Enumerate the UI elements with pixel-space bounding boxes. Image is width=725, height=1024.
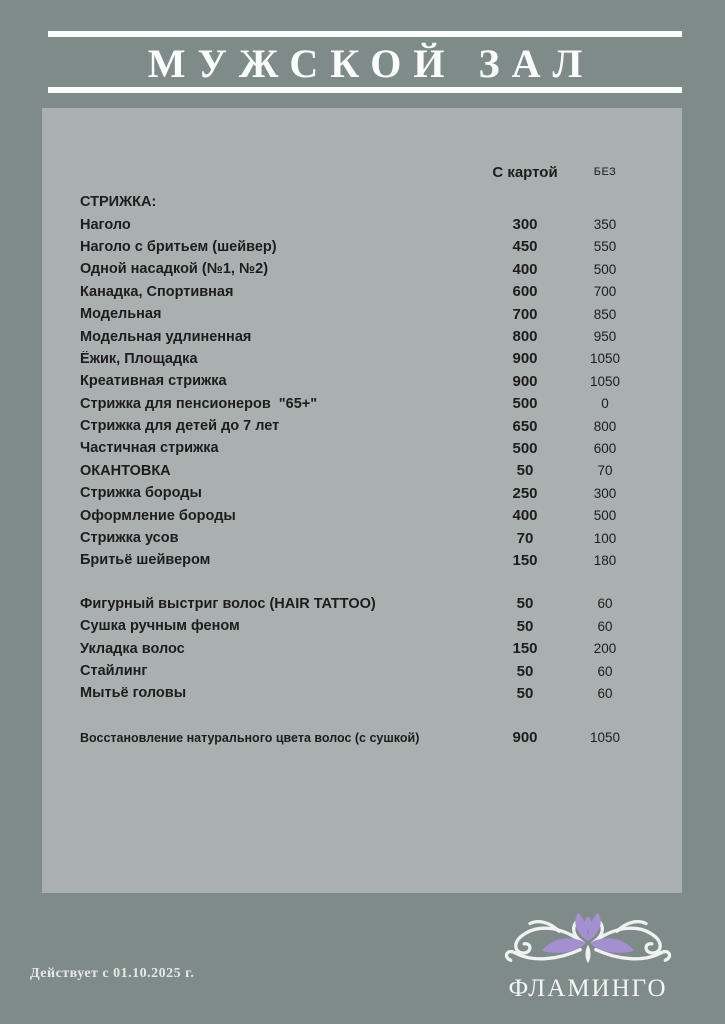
price-without: 60 (597, 663, 613, 679)
price-with-card: 500 (512, 395, 538, 413)
table-row (80, 437, 640, 459)
item-label: Фигурный выстриг волос (HAIR TATTOO) (80, 595, 376, 612)
item-label: Бритьё шейвером (80, 552, 211, 569)
price-without: 100 (593, 530, 617, 546)
price-with-card: 250 (512, 484, 538, 502)
item-label: Укладка волос (80, 640, 185, 657)
table-row (80, 281, 640, 303)
table-header-row (80, 160, 640, 184)
price-without: 1050 (589, 351, 621, 367)
price-with-card: 400 (512, 507, 538, 525)
price-with-card: 700 (512, 305, 538, 323)
price-without: 300 (593, 485, 617, 501)
item-label: Стрижка для детей до 7 лет (80, 418, 280, 435)
item-label: Наголо (80, 216, 131, 233)
price-without: 950 (593, 329, 617, 345)
table-row (80, 482, 640, 504)
price-without: 350 (593, 217, 617, 233)
price-without: 700 (593, 284, 617, 300)
price-without: 800 (593, 418, 617, 434)
price-without: 1050 (589, 373, 621, 389)
table-row (80, 236, 640, 258)
price-with-card: 400 (512, 260, 538, 278)
item-label: Наголо с бритьем (шейвер) (80, 238, 277, 255)
price-without: 1050 (589, 730, 621, 746)
price-list-panel (42, 108, 682, 893)
price-with-card: 900 (512, 372, 538, 390)
brand-logo (488, 910, 688, 1003)
item-label: ОКАНТОВКА (80, 462, 171, 479)
price-with-card: 500 (512, 439, 538, 457)
price-without: 70 (597, 463, 613, 479)
price-with-card: 150 (512, 551, 538, 569)
item-label: Креативная стрижка (80, 373, 227, 390)
item-label: Стрижка для пенсионеров "65+" (80, 395, 318, 412)
price-with-card: 650 (512, 417, 538, 435)
item-label: Одной насадкой (№1, №2) (80, 261, 269, 278)
price-without: 200 (593, 641, 617, 657)
price-with-card: 50 (516, 662, 534, 680)
column-header-without: БЕЗ (593, 166, 617, 178)
item-label: Сушка ручным феном (80, 618, 240, 635)
price-with-card: 50 (516, 617, 534, 635)
table-row (80, 549, 640, 571)
price-with-card: 50 (516, 462, 534, 480)
valid-from-note: Действует с 01.10.2025 г. (30, 966, 195, 981)
price-with-card: 50 (516, 595, 534, 613)
price-with-card: 150 (512, 640, 538, 658)
table-row (80, 325, 640, 347)
item-label: Ёжик, Площадка (80, 350, 198, 367)
header-top-rule (48, 31, 682, 37)
price-rows (80, 191, 640, 749)
price-without: 60 (597, 596, 613, 612)
row-spacer (80, 572, 640, 593)
price-with-card: 300 (512, 216, 538, 234)
price-without: 600 (593, 440, 617, 456)
price-with-card: 70 (516, 529, 534, 547)
table-row (80, 460, 640, 482)
header-bottom-rule (48, 87, 682, 93)
item-label: Канадка, Спортивная (80, 283, 234, 300)
price-without: 500 (593, 508, 617, 524)
item-label: Стрижка бороды (80, 485, 202, 502)
table-row (80, 637, 640, 659)
table-row (80, 303, 640, 325)
table-row (80, 504, 640, 526)
table-row (80, 348, 640, 370)
item-label: Оформление бороды (80, 507, 236, 524)
item-label: Мытьё головы (80, 685, 187, 702)
table-row (80, 615, 640, 637)
table-row (80, 415, 640, 437)
table-row (80, 682, 640, 704)
price-without: 60 (597, 618, 613, 634)
price-without: 850 (593, 306, 617, 322)
column-header-with-card: С картой (492, 163, 558, 181)
table-row (80, 527, 640, 549)
item-label: Восстановление натурального цвета волос (с сушкой) (80, 730, 420, 745)
price-with-card: 450 (512, 238, 538, 256)
brand-name: ФЛАМИНГО (508, 975, 668, 1002)
table-row (80, 727, 640, 749)
item-label: СТРИЖКА: (80, 194, 157, 211)
price-with-card: 900 (512, 350, 538, 368)
page-title: МУЖСКОЙ ЗАЛ (147, 41, 595, 86)
item-label: Модельная удлиненная (80, 328, 252, 345)
table-row (80, 191, 640, 213)
table-row (80, 393, 640, 415)
item-label: Частичная стрижка (80, 440, 219, 457)
table-row (80, 660, 640, 682)
price-without: 550 (593, 239, 617, 255)
table-row (80, 258, 640, 280)
price-without: 500 (593, 261, 617, 277)
price-without: 180 (593, 552, 617, 568)
item-label: Модельная (80, 306, 162, 323)
flamingo-ornament-icon (488, 910, 688, 968)
item-label: Стрижка усов (80, 530, 179, 547)
table-row (80, 370, 640, 392)
price-without: 0 (601, 396, 609, 412)
table-row (80, 213, 640, 235)
row-spacer (80, 705, 640, 727)
table-row (80, 593, 640, 615)
price-with-card: 900 (512, 729, 538, 747)
price-with-card: 600 (512, 283, 538, 301)
price-with-card: 50 (516, 684, 534, 702)
price-with-card: 800 (512, 328, 538, 346)
item-label: Стайлинг (80, 663, 148, 679)
price-without: 60 (597, 685, 613, 701)
